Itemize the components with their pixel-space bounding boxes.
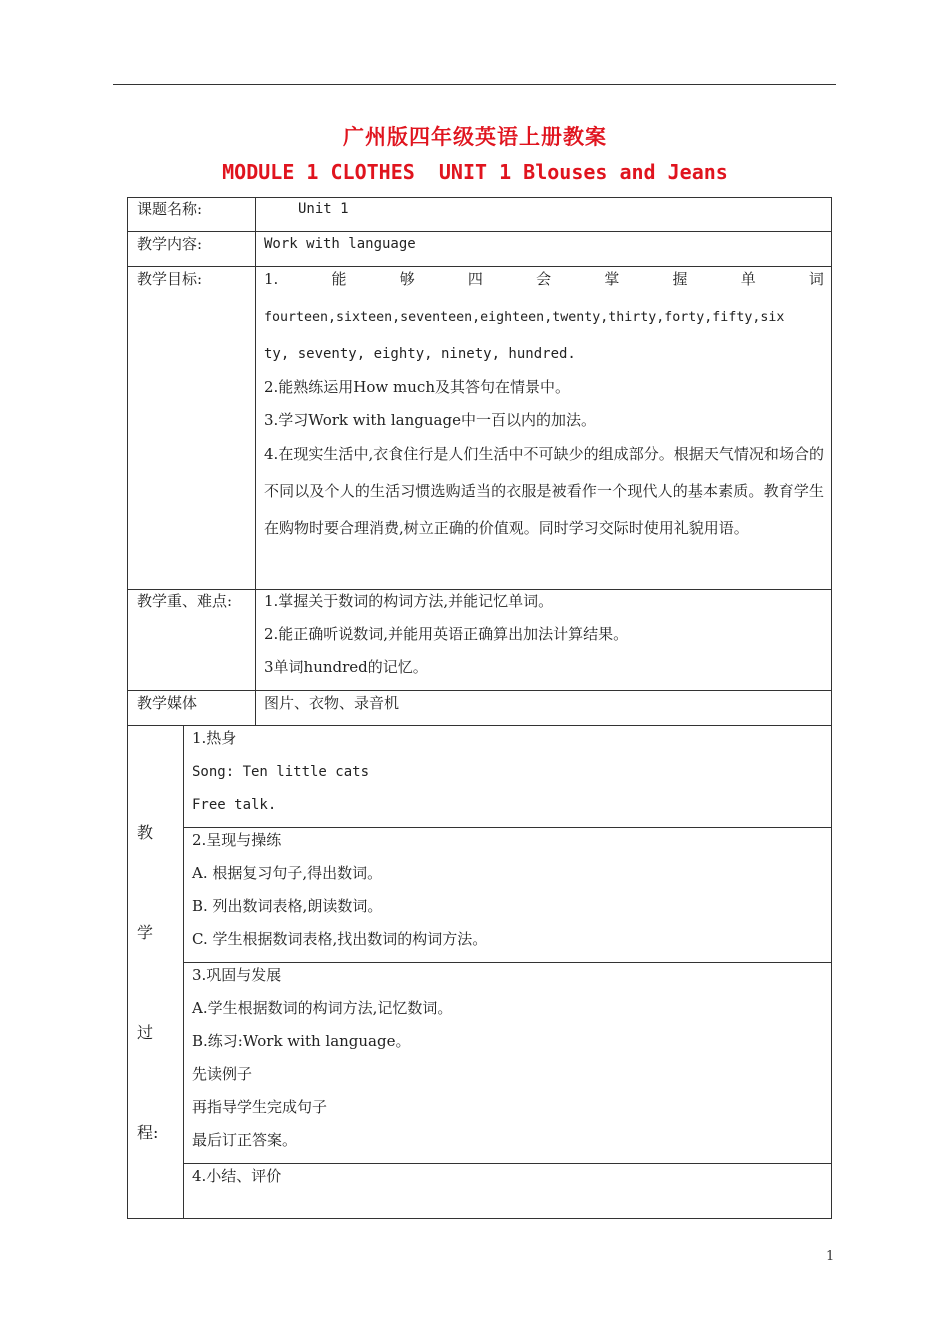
topic-label: 课题名称: xyxy=(137,200,203,218)
content-label: 教学内容: xyxy=(137,235,203,253)
consolidation-heading: 3.巩固与发展 xyxy=(192,966,282,984)
consolidation-guide: 再指导学生完成句子 xyxy=(192,1098,328,1116)
topic-value: Unit 1 xyxy=(298,201,349,217)
presentation-step-c: C. 学生根据数词表格,找出数词的构词方法。 xyxy=(192,930,488,948)
key-points-label: 教学重、难点: xyxy=(137,592,233,610)
process-label-char-4: 程: xyxy=(137,1123,159,1142)
objective-1-line-2: fourteen,sixteen,seventeen,eighteen,twenty,thirty,forty,fifty,six xyxy=(264,310,785,325)
process-label-char-2: 学 xyxy=(137,923,154,942)
key-point-2: 2.能正确听说数词,并能用英语正确算出加法计算结果。 xyxy=(264,625,629,643)
key-point-1: 1.掌握关于数词的构词方法,并能记忆单词。 xyxy=(264,592,554,610)
content-value: Work with language xyxy=(264,236,416,252)
objective-1-line-3: ty, seventy, eighty, ninety, hundred. xyxy=(264,346,576,362)
objectives-label: 教学目标: xyxy=(137,270,203,288)
media-label: 教学媒体 xyxy=(137,694,198,712)
consolidation-step-a: A.学生根据数词的构词方法,记忆数词。 xyxy=(192,999,453,1017)
consolidation-read-example: 先读例子 xyxy=(192,1065,253,1083)
objective-2: 2.能熟练运用How much及其答句在情景中。 xyxy=(264,378,570,396)
presentation-heading: 2.呈现与操练 xyxy=(192,831,282,849)
page-number: 1 xyxy=(826,1249,835,1264)
presentation-step-b: B. 列出数词表格,朗读数词。 xyxy=(192,897,383,915)
warmup-song: Song: Ten little cats xyxy=(192,764,370,780)
presentation-step-a: A. 根据复习句子,得出数词。 xyxy=(192,864,383,882)
warmup-heading: 1.热身 xyxy=(192,729,237,747)
document-title-chinese: 广州版四年级英语上册教案 xyxy=(343,125,607,149)
objective-1-line-1: 1. 能 够 四 会 掌 握 单 词 xyxy=(264,270,824,288)
objective-4: 4.在现实生活中,衣食住行是人们生活中不可缺少的组成部分。根据天气情况和场合的不同以及个人的生活习惯选购适当的衣服是被看作一个现代人的基本素质。教育学生在购物时要合理消费,树立正确的价值观。同时学习交际时使用礼貌用语。 xyxy=(264,445,824,537)
summary-heading: 4.小结、评价 xyxy=(192,1167,282,1185)
consolidation-correct: 最后订正答案。 xyxy=(192,1131,298,1149)
consolidation-step-b: B.练习:Work with language。 xyxy=(192,1032,411,1050)
process-label-char-1: 教 xyxy=(137,823,154,842)
media-value: 图片、衣物、录音机 xyxy=(264,694,400,712)
document-title-english: MODULE 1 CLOTHES UNIT 1 Blouses and Jeans xyxy=(222,160,728,184)
warmup-free-talk: Free talk. xyxy=(192,797,277,813)
key-point-3: 3单词hundred的记忆。 xyxy=(264,658,428,676)
process-label-char-3: 过 xyxy=(137,1023,154,1042)
objective-3: 3.学习Work with language中一百以内的加法。 xyxy=(264,411,596,429)
